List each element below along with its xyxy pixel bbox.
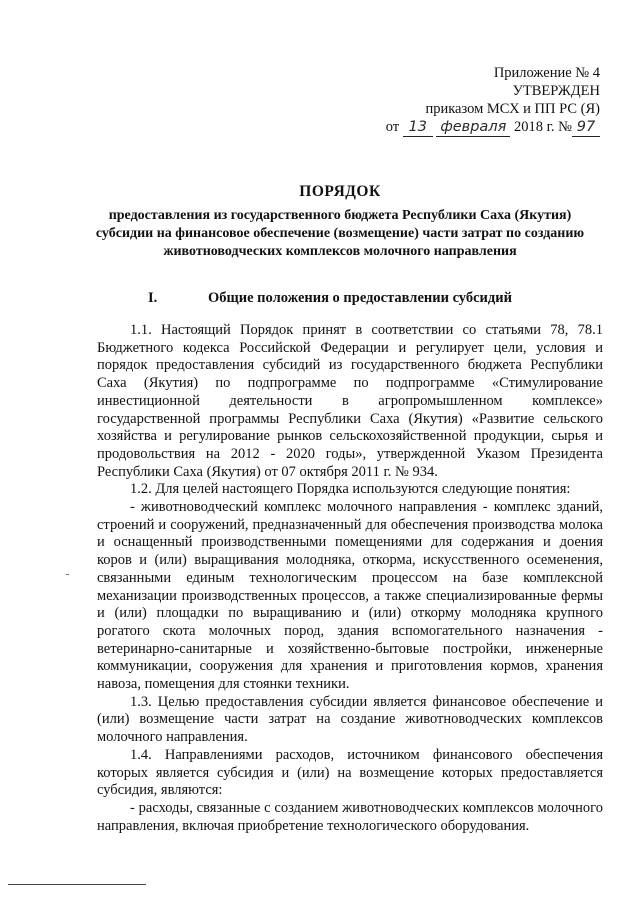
- definition-livestock-complex: - животноводческий комплекс молочного направления - комплекс зданий, строений и сооружений, предназначенный для обеспечения производства молока и оснащенный производственными помещениями для содержания и доения коров и (или) выращивания молодняка, откорма, искусственного осеменения, связанными единым технологическим процессом на базе комплексной механизации производственных процессов, а также специализированные фермы и (или) площадки по выращиванию и (или) откорму молодняка крупного рогатого скота молочных пород, здания вспомогательного назначения - ветеринарно-санитарные и хозяйственно-бытовые постройки, инженерные коммуникации, сооружения для хранения и приготовления кормов, хранения навоза, помещения для стоянки техники.: [97, 499, 603, 693]
- footnote-rule: [8, 884, 146, 885]
- date-prefix: от: [385, 119, 400, 135]
- order-date-line: [386, 118, 600, 137]
- paragraph-1-2: 1.2. Для целей настоящего Порядка используются следующие понятия:: [130, 481, 571, 498]
- order-year: 2018 г.: [513, 119, 555, 135]
- paragraph-1-1: 1.1. Настоящий Порядок принят в соответствии со статьями 78, 78.1 Бюджетного кодекса Российской Федерации и регулирует цели, условия и порядок предоставления субсидий из государственного бюджета Республики Саха (Якутия) по подпрограмме по подпрограмме «Стимулирование инвестиционной деятельности в агропромышленном комплексе» государственной программы Республики Саха (Якутия) «Развитие сельского хозяйства и регулирование рынков сельскохозяйственной продукции, сырья и продовольствия на 2012 - 2020 годы», утвержденной Указом Президента Республики Саха (Якутия) от 07 октября 2011 г. № 934.: [97, 322, 603, 480]
- handwritten-order-number: 97: [572, 118, 600, 137]
- appendix-label: Приложение № 4: [493, 65, 600, 81]
- paragraph-1-3: 1.3. Целью предоставления субсидии является финансовое обеспечение и (или) возмещение части затрат на создание животноводческих комплексов молочного направления.: [97, 693, 603, 746]
- approved-label: УТВЕРЖДЕН: [512, 83, 600, 99]
- document-body: [97, 322, 603, 835]
- handwritten-day: 13: [403, 118, 433, 137]
- section-heading: [148, 290, 512, 307]
- document-title-block: [80, 183, 600, 261]
- expense-item: - расходы, связанные с созданием животноводческих комплексов молочного направления, включая приобретение технологического оборудования.: [97, 799, 603, 834]
- number-prefix: №: [558, 119, 572, 135]
- section-number: I.: [148, 290, 158, 306]
- section-title: Общие положения о предоставлении субсидий: [208, 290, 512, 306]
- scan-mark: [66, 574, 69, 575]
- order-reference: приказом МСХ и ПП РС (Я): [425, 101, 600, 117]
- paragraph-1-4: 1.4. Направлениями расходов, источником финансового обеспечения которых является субсидия и (или) на возмещение которых предоставляется субсидия, являются:: [97, 746, 603, 799]
- approval-header: [386, 64, 600, 137]
- document-subtitle: предоставления из государственного бюджета Республики Саха (Якутия) субсидии на финансовое обеспечение (возмещение) части затрат по созданию животноводческих комплексов молочного направления: [95, 208, 585, 259]
- handwritten-month: февраля: [436, 118, 510, 137]
- document-title: ПОРЯДОК: [299, 183, 381, 200]
